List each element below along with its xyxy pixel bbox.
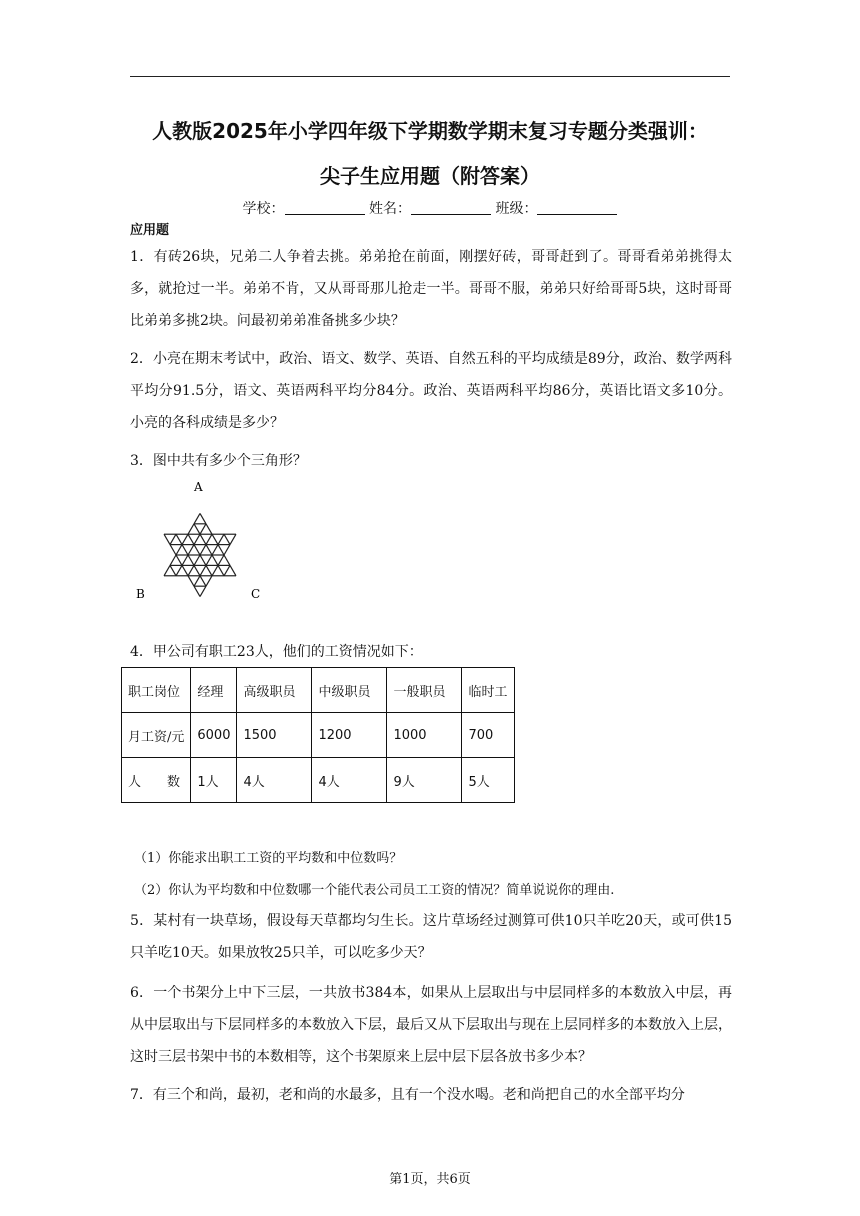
question-4-part-1: （1）你能求出职工工资的平均数和中位数吗？: [134, 851, 403, 866]
question-3: 3．图中共有多少个三角形？: [130, 453, 307, 469]
table-cell: 中级职员: [312, 668, 387, 713]
question-1: 1．有砖26块，兄弟二人争着去挑。弟弟抢在前面，刚摆好砖，哥哥赶到了。哥哥看弟弟挑得太多，就抢过一半。弟弟不肯，又从哥哥那儿抢走一半。哥哥不服，弟弟只好给哥哥5块，这时哥哥比弟弟多挑2块。问最初弟弟准备挑多少块？: [130, 249, 732, 329]
figure-edge: [206, 555, 212, 565]
question-2: 2．小亮在期末考试中，政治、语文、数学、英语、自然五科的平均成绩是89分，政治、数学两科平均分91.5分，语文、英语两科平均分84分。政治、英语两科平均86分，英语比语文多10分。小亮的各科成绩是多少？: [130, 351, 732, 431]
figure-edge: [170, 555, 176, 565]
figure-edge: [182, 534, 188, 544]
figure-edge: [164, 565, 170, 575]
figure-edge: [182, 545, 188, 555]
table-cell: 700: [462, 713, 514, 758]
figure-edge: [194, 576, 200, 586]
table-cell: 6000: [191, 713, 237, 758]
figure-edge: [176, 555, 182, 565]
table-cell: 1500: [237, 713, 312, 758]
figure-edge: [224, 565, 230, 575]
figure-edge: [212, 565, 218, 575]
figure-edge: [200, 513, 206, 523]
table-cell: 4人: [312, 758, 387, 803]
figure-edge: [218, 565, 224, 575]
table-cell: 9人: [387, 758, 462, 803]
figure-edge: [194, 545, 200, 555]
figure-edge: [206, 545, 212, 555]
figure-edge: [188, 545, 194, 555]
figure-edge: [176, 545, 182, 555]
figure-edge: [170, 545, 176, 555]
star-triangle-figure: [130, 478, 270, 628]
label-c: C: [251, 587, 261, 601]
school-label: 学校：: [242, 201, 285, 217]
figure-edge: [188, 576, 194, 586]
figure-edge: [200, 576, 206, 586]
figure-edge: [188, 565, 194, 575]
title-line-1: 人教版2025年小学四年级下学期数学期末复习专题分类强训：: [152, 119, 708, 143]
table-cell: 临时工: [462, 668, 514, 713]
figure-edge: [224, 534, 230, 544]
table-cell: 5人: [462, 758, 514, 803]
figure-edge: [218, 555, 224, 565]
table-cell: 一般职员: [387, 668, 462, 713]
student-info-fields: [0, 198, 860, 218]
table-row: [122, 668, 515, 713]
figure-edge: [200, 586, 206, 596]
question-4: 4．甲公司有职工23人，他们的工资情况如下：: [130, 644, 423, 660]
figure-edge: [212, 545, 218, 555]
figure-edge: [200, 534, 206, 544]
school-blank[interactable]: [285, 200, 365, 215]
table-cell: 月工资/元: [122, 713, 191, 758]
table-cell: 4人: [237, 758, 312, 803]
table-cell: 经理: [191, 668, 237, 713]
figure-edge: [230, 534, 236, 544]
question-7: 7．有三个和尚，最初，老和尚的水最多，且有一个没水喝。老和尚把自己的水全部平均分: [130, 1087, 685, 1103]
question-5: 5．某村有一块草场，假设每天草都均匀生长。这片草场经过测算可供10只羊吃20天，或可供15只羊吃10天。如果放牧25只羊，可以吃多少天？: [130, 913, 732, 961]
header-rule: [130, 76, 730, 77]
name-label: 姓名：: [369, 201, 411, 217]
question-6: 6．一个书架分上中下三层，一共放书384本，如果从上层取出与中层同样多的本数放入中层，再从中层取出与下层同样多的本数放入下层，最后又从下层取出与现在上层同样多的本数放入上层，这时三层书架中书的本数相等，这个书架原来上层中层下层各放书多少本？: [130, 985, 732, 1065]
figure-edge: [206, 524, 212, 534]
figure-edge: [188, 524, 194, 534]
table-cell: 1人: [191, 758, 237, 803]
figure-edge: [218, 545, 224, 555]
question-4-part-2: （2）你认为平均数和中位数哪一个能代表公司员工工资的情况？简单说说你的理由.: [134, 883, 615, 898]
label-a: A: [194, 480, 203, 494]
name-blank[interactable]: [411, 200, 491, 215]
class-blank[interactable]: [537, 200, 617, 215]
label-b: B: [136, 587, 145, 601]
figure-edge: [176, 534, 182, 544]
figure-edge: [170, 565, 176, 575]
figure-edge: [200, 565, 206, 575]
table-cell: 职工岗位: [122, 668, 191, 713]
figure-edge: [212, 555, 218, 565]
figure-edge: [218, 534, 224, 544]
page-footer: 第1页，共6页: [389, 1172, 471, 1187]
figure-edge: [212, 534, 218, 544]
figure-edge: [182, 555, 188, 565]
figure-edge: [230, 565, 236, 575]
figure-edge: [206, 534, 212, 544]
figure-edge: [224, 555, 230, 565]
figure-edge: [224, 545, 230, 555]
figure-edge: [200, 524, 206, 534]
figure-edge: [206, 565, 212, 575]
figure-edge: [206, 576, 212, 586]
figure-edge: [164, 534, 170, 544]
figure-edge: [194, 513, 200, 523]
section-title: 应用题: [130, 223, 170, 238]
figure-edge: [194, 586, 200, 596]
table-row: [122, 713, 515, 758]
table-cell: 高级职员: [237, 668, 312, 713]
figure-edge: [182, 565, 188, 575]
figure-edge: [200, 545, 206, 555]
class-label: 班级：: [495, 201, 538, 217]
table-row: [122, 758, 515, 803]
table-cell: 1200: [312, 713, 387, 758]
figure-edge: [188, 534, 194, 544]
figure-edge: [200, 555, 206, 565]
figure-edge: [176, 565, 182, 575]
table-cell: 1000: [387, 713, 462, 758]
figure-edge: [170, 534, 176, 544]
figure-edge: [194, 565, 200, 575]
wage-table: [121, 667, 515, 803]
title-line-2: 尖子生应用题（附答案）: [320, 164, 540, 188]
figure-edge: [194, 524, 200, 534]
table-cell: 人 数: [122, 758, 191, 803]
figure-edge: [194, 534, 200, 544]
figure-edge: [194, 555, 200, 565]
figure-edge: [188, 555, 194, 565]
